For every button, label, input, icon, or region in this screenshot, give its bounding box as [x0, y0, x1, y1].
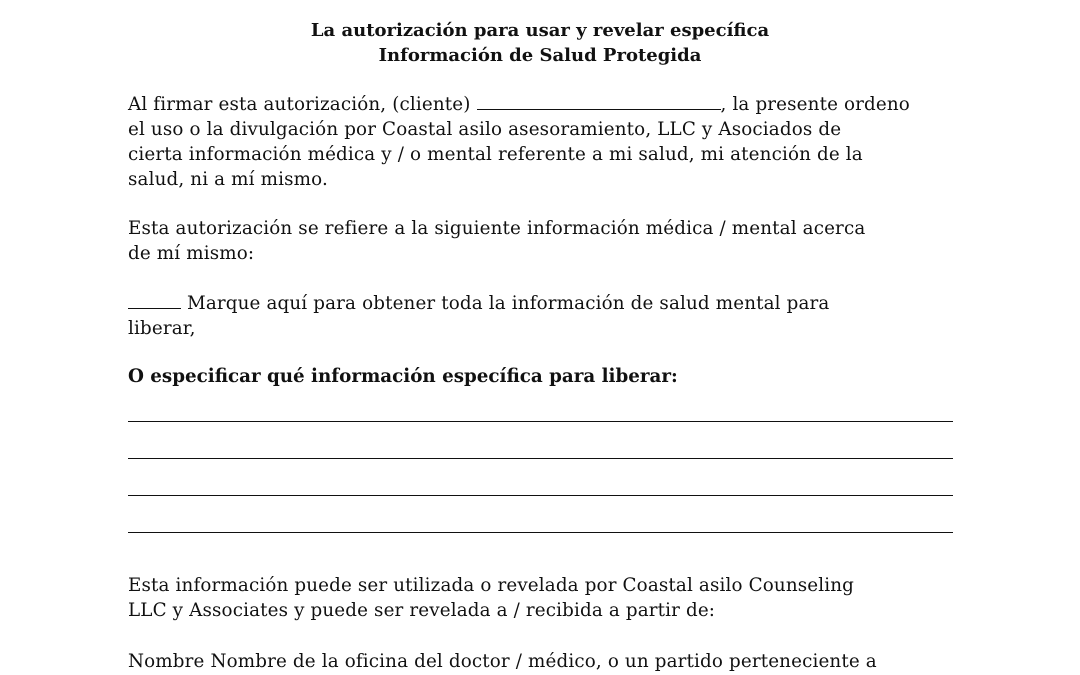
intro-paragraph [128, 92, 958, 192]
intro-line-3: cierta información médica y / o mental referente a mi salud, mi atención de la [128, 144, 863, 165]
checkbox-option-line-2: liberar, [128, 318, 196, 339]
name-field-line-1: Nombre Nombre de la oficina del doctor / médico, o un partido perteneciente a [128, 651, 877, 672]
checkbox-option-paragraph [128, 291, 958, 341]
disclosure-line-2: LLC y Associates y puede ser revelada a / recibida a partir de: [128, 600, 716, 621]
intro-line-4: salud, ni a mí mismo. [128, 169, 328, 190]
specify-heading: O especificar qué información específica para liberar: [128, 366, 678, 387]
document-title [0, 18, 1080, 68]
client-name-blank[interactable] [477, 93, 721, 110]
scope-line-1: Esta autorización se refiere a la siguiente información médica / mental acerca [128, 218, 866, 239]
specify-line-3[interactable] [128, 495, 953, 496]
name-field-paragraph [128, 649, 958, 674]
specify-line-1[interactable] [128, 421, 953, 422]
checkbox-option-text: Marque aquí para obtener toda la información de salud mental para [186, 293, 830, 314]
scope-line-2: de mí mismo: [128, 243, 255, 264]
intro-line-1 [128, 92, 958, 117]
intro-line-2: el uso o la divulgación por Coastal asilo asesoramiento, LLC y Asociados de [128, 119, 842, 140]
check-all-blank[interactable] [128, 292, 181, 309]
specify-line-2[interactable] [128, 458, 953, 459]
intro-line-1-pre: Al firmar esta autorización, (cliente) [128, 94, 471, 115]
disclosure-line-1: Esta información puede ser utilizada o revelada por Coastal asilo Counseling [128, 575, 855, 596]
disclosure-paragraph [128, 573, 958, 623]
specify-line-4[interactable] [128, 532, 953, 533]
checkbox-option-line-1 [128, 291, 958, 316]
title-line-1: La autorización para usar y revelar específica [310, 20, 770, 41]
title-line-2: Información de Salud Protegida [378, 45, 702, 66]
scope-paragraph [128, 216, 958, 266]
intro-line-1-post: , la presente ordeno [720, 94, 910, 115]
